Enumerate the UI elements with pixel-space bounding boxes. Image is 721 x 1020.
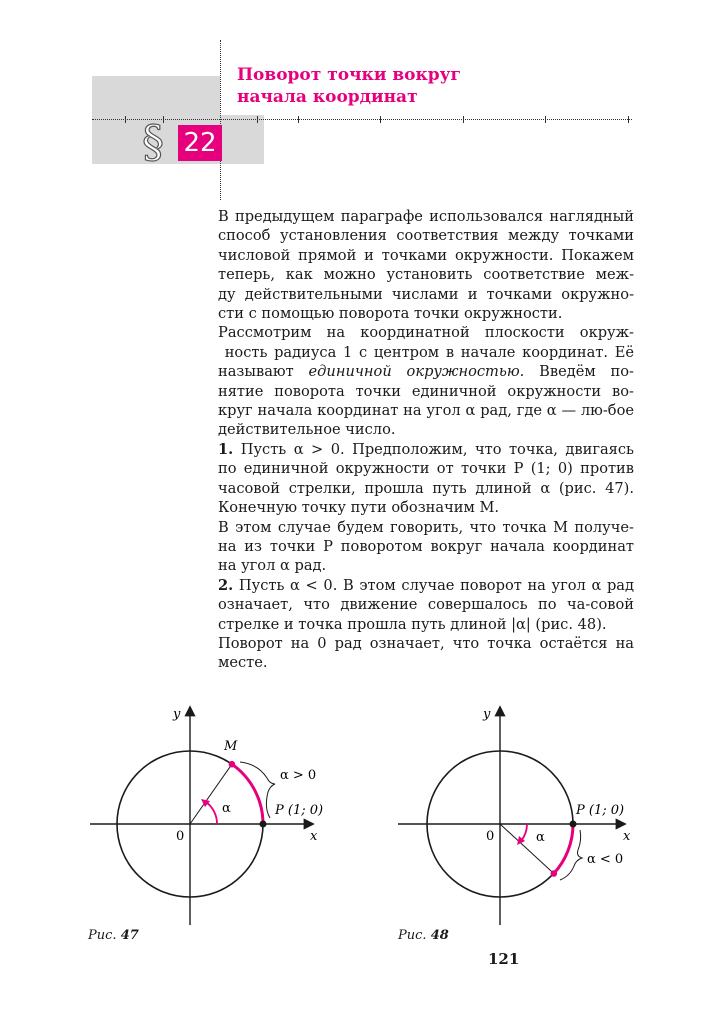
point-p — [570, 821, 577, 828]
paragraph-5-text: Пусть α < 0. В этом случае поворот на угол α рад означает, что движение совершалось по ча-совой стрелке и точка прошла путь длиной |α| (рис. 48). — [218, 576, 634, 633]
arc-brace — [240, 762, 275, 818]
header-dotted-rule — [92, 119, 632, 120]
header-grey-block-top — [176, 76, 220, 115]
angle-label: α — [536, 830, 545, 845]
caption-number: 48 — [430, 928, 449, 943]
point-m — [229, 761, 236, 768]
section-title-line1: Поворот точки вокруг — [237, 65, 461, 85]
text-line: ду действительными числами и точками окружно- — [218, 285, 634, 303]
item-number-2: 2. — [218, 576, 234, 594]
arc-label: α < 0 — [587, 852, 624, 867]
figure-48-caption — [398, 928, 449, 943]
point-p — [260, 821, 267, 828]
rule-tick — [545, 116, 546, 123]
figure-48 — [390, 700, 670, 940]
paragraph-5 — [218, 576, 634, 634]
paragraph-2 — [218, 323, 634, 439]
rule-tick — [257, 116, 258, 123]
text-line: числовой прямой и точками окружности. Покажем — [218, 246, 634, 264]
rule-tick — [628, 116, 629, 123]
text-line: теперь, как можно установить соответствие меж- — [218, 266, 634, 284]
paragraph-3 — [218, 440, 634, 518]
point-p-label: P (1; 0) — [275, 803, 324, 818]
text-line: В предыдущем параграфе использовался наглядный — [218, 208, 634, 225]
caption-number: 47 — [120, 928, 139, 943]
text-line: способ установления соответствия между точками — [218, 227, 634, 245]
term-unit-circle: единичной окружностью. — [308, 363, 525, 381]
figure-47-caption — [88, 928, 139, 943]
figure-47 — [80, 700, 360, 940]
text-line: сти с помощью поворота точки окружности. — [218, 305, 563, 323]
axis-x-label: x — [623, 829, 631, 844]
origin-label: 0 — [486, 829, 495, 844]
point-end — [551, 870, 558, 877]
origin-label: 0 — [176, 829, 185, 844]
positive-arc — [232, 764, 263, 824]
rule-tick — [463, 116, 464, 123]
header-dotted-vertical — [220, 40, 221, 200]
paragraph-1 — [218, 207, 634, 323]
section-sign: § — [142, 117, 164, 168]
axis-y-label: y — [483, 707, 491, 722]
section-number: 22 — [178, 125, 222, 161]
rule-tick — [125, 116, 126, 123]
section-title-line2: начала координат — [237, 87, 418, 107]
axis-y-label: y — [173, 707, 181, 722]
point-p-label: P (1; 0) — [576, 803, 625, 818]
angle-label: α — [222, 801, 231, 816]
negative-arc — [554, 824, 573, 874]
paragraph-3-text: Пусть α > 0. Предположим, что точка, двигаясь по единичной окружности от точки P (1; 0) против часовой стрелки, прошла путь длиной α (рис. 47). Конечную точку пути обозначим M. — [218, 440, 634, 517]
item-number-1: 1. — [218, 440, 234, 458]
rule-tick — [380, 116, 381, 123]
arc-label: α > 0 — [280, 768, 317, 783]
point-m-label: M — [224, 739, 238, 754]
paragraph-2-a: Рассмотрим на координатной плоскости окруж- ность радиуса 1 с центром в начале координат. Её называют — [218, 324, 634, 381]
paragraph-6: Поворот на 0 рад означает, что точка остаётся на месте. — [218, 634, 634, 672]
page-number: 121 — [488, 950, 520, 968]
paragraph-2-b: Введём по-нятие поворота точки единичной окружности во-круг начала координат на угол α рад, где α — лю-бое действительное число. — [218, 363, 634, 439]
caption-prefix: Рис. — [398, 928, 427, 943]
rule-tick — [298, 116, 299, 123]
section-title — [237, 64, 461, 108]
body-text — [218, 207, 634, 673]
angle-arrow — [206, 802, 217, 824]
caption-prefix: Рис. — [88, 928, 117, 943]
paragraph-4: В этом случае будем говорить, что точка M получе-на из точки P поворотом вокруг начала координат на угол α рад. — [218, 518, 634, 575]
axis-x-label: x — [310, 829, 318, 844]
